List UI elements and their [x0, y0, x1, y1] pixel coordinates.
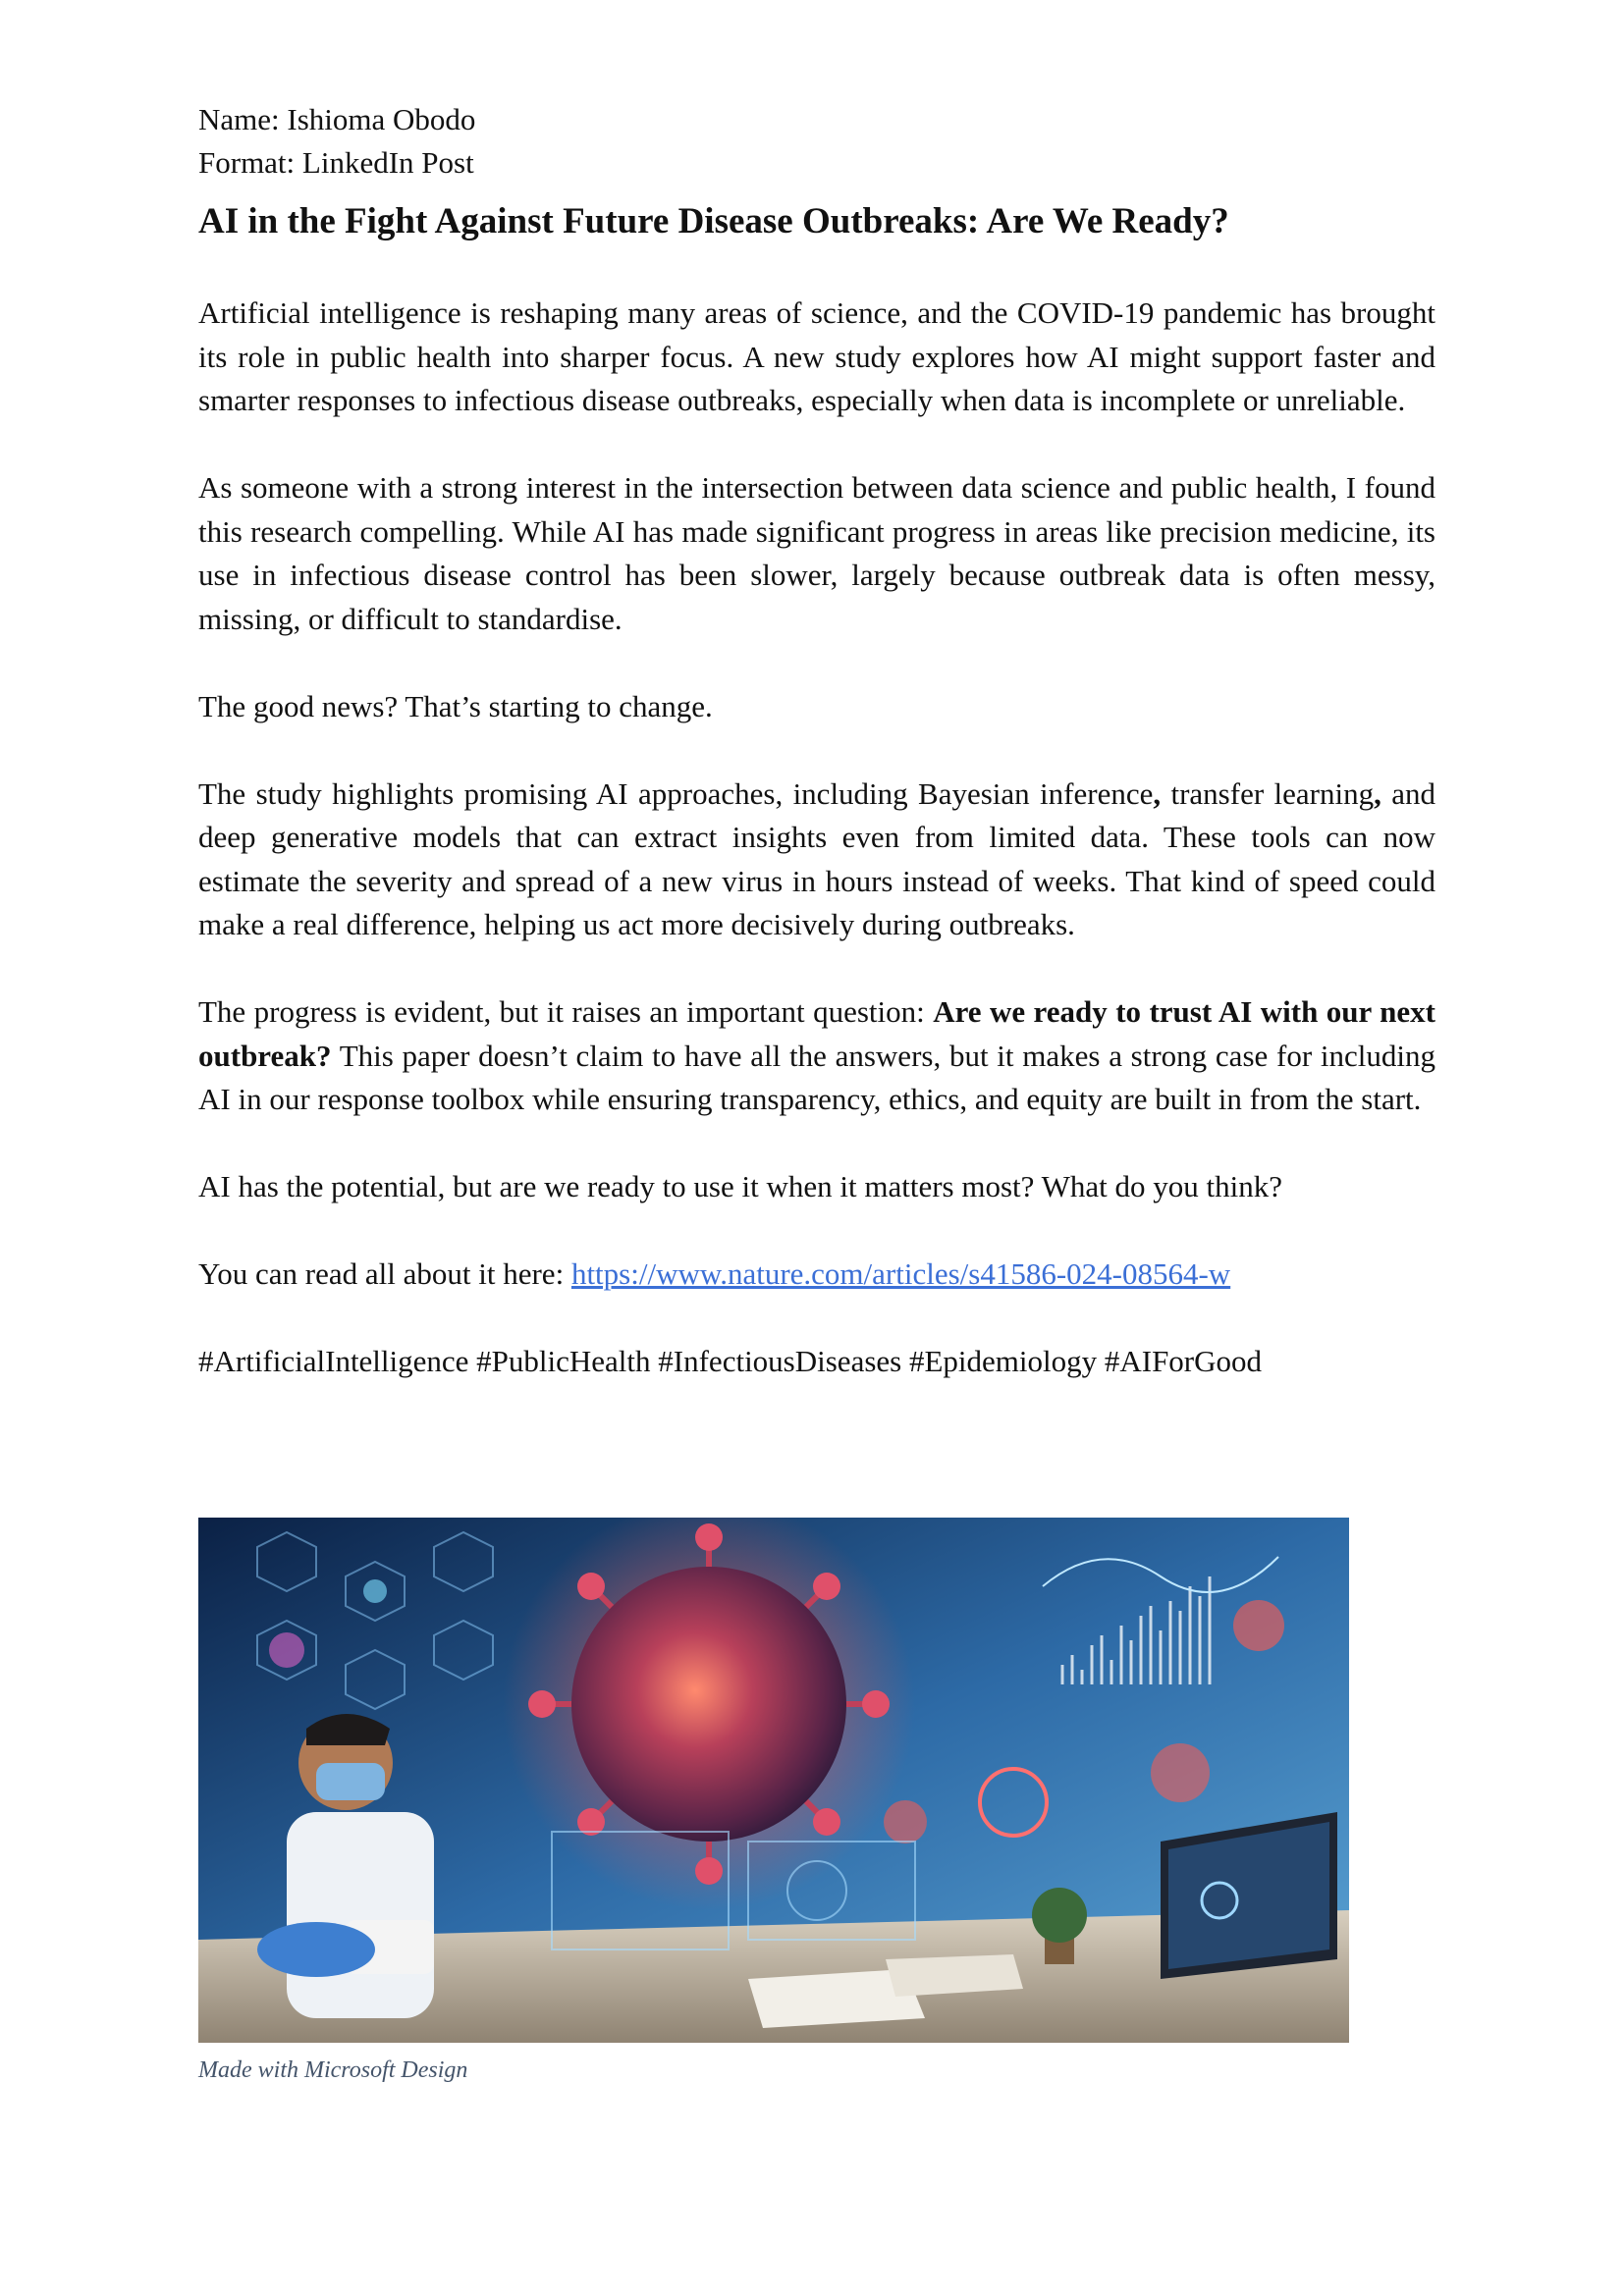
question-bold: Are we ready to trust AI with our next outbreak?: [198, 994, 1436, 1073]
approaches-text-c: and deep generative models that can extract insights even from limited data. These tools can now estimate the severity and spread of a new virus in hours instead of weeks. That kind of speed could make a real difference, helping us act more decisively during outbreaks.: [198, 775, 1435, 941]
illustration-svg: [198, 1518, 1349, 2043]
post-title: AI in the Fight Against Future Disease Outbreaks: Are We Ready?: [198, 201, 1229, 241]
paragraph-good-news: The good news? That’s starting to change.: [198, 688, 713, 723]
paragraph-call-to-action: AI has the potential, but are we ready to use it when it matters most? What do you think?: [198, 1169, 1282, 1203]
document-page: [198, 98, 1436, 1378]
question-text-a: The progress is evident, but it raises an important question:: [198, 994, 934, 1029]
hashtags: #ArtificialIntelligence #PublicHealth #InfectiousDiseases #Epidemiology #AIForGood: [198, 1344, 1263, 1378]
read-more-lead: You can read all about it here:: [198, 1256, 571, 1291]
small-virus-icon: [1233, 1600, 1284, 1651]
paragraph-intro: Artificial intelligence is reshaping many areas of science, and the COVID-19 pandemic has brought its role in public health into sharper focus. A new study explores how AI might support faster and smarter responses to infectious disease outbreaks, especially when data is incomplete or unreliable.: [198, 295, 1435, 417]
paragraph-question: [198, 990, 1435, 1122]
small-virus-icon: [884, 1800, 927, 1843]
author-name-line: Name: Ishioma Obodo: [198, 102, 476, 136]
post-body: [198, 292, 1435, 1427]
hex-glow-icon: [269, 1632, 304, 1668]
illustration-ai-virus-lab: [198, 1518, 1349, 2043]
hex-glow-icon: [363, 1579, 387, 1603]
approaches-text-a: The study highlights promising AI approaches, including Bayesian inference: [198, 775, 1154, 811]
laptop: [1161, 1812, 1337, 1979]
approaches-comma-2: ,: [1374, 775, 1381, 811]
image-caption: Made with Microsoft Design: [198, 2057, 468, 2083]
format-line: Format: LinkedIn Post: [198, 145, 474, 180]
approaches-text-b: transfer learning: [1161, 775, 1375, 811]
paragraph-interest: As someone with a strong interest in the intersection between data science and public health, I found this research compelling. While AI has made significant progress in areas like precision medicine, its use in infectious disease control has been slower, largely because outbreak data is often messy, missing, or difficult to standardise.: [198, 470, 1435, 636]
small-virus-icon: [1151, 1743, 1210, 1802]
approaches-comma-1: ,: [1153, 775, 1162, 811]
virus-body: [571, 1567, 846, 1842]
question-text-b: This paper doesn’t claim to have all the answers, but it makes a strong case for including AI in our response toolbox while ensuring transparency, ethics, and equity are built in from the start.: [198, 1038, 1435, 1116]
paragraph-read-more: [198, 1253, 1435, 1297]
article-link[interactable]: https://www.nature.com/articles/s41586-024-08564-w: [570, 1256, 1231, 1291]
paragraph-approaches: [198, 773, 1435, 947]
